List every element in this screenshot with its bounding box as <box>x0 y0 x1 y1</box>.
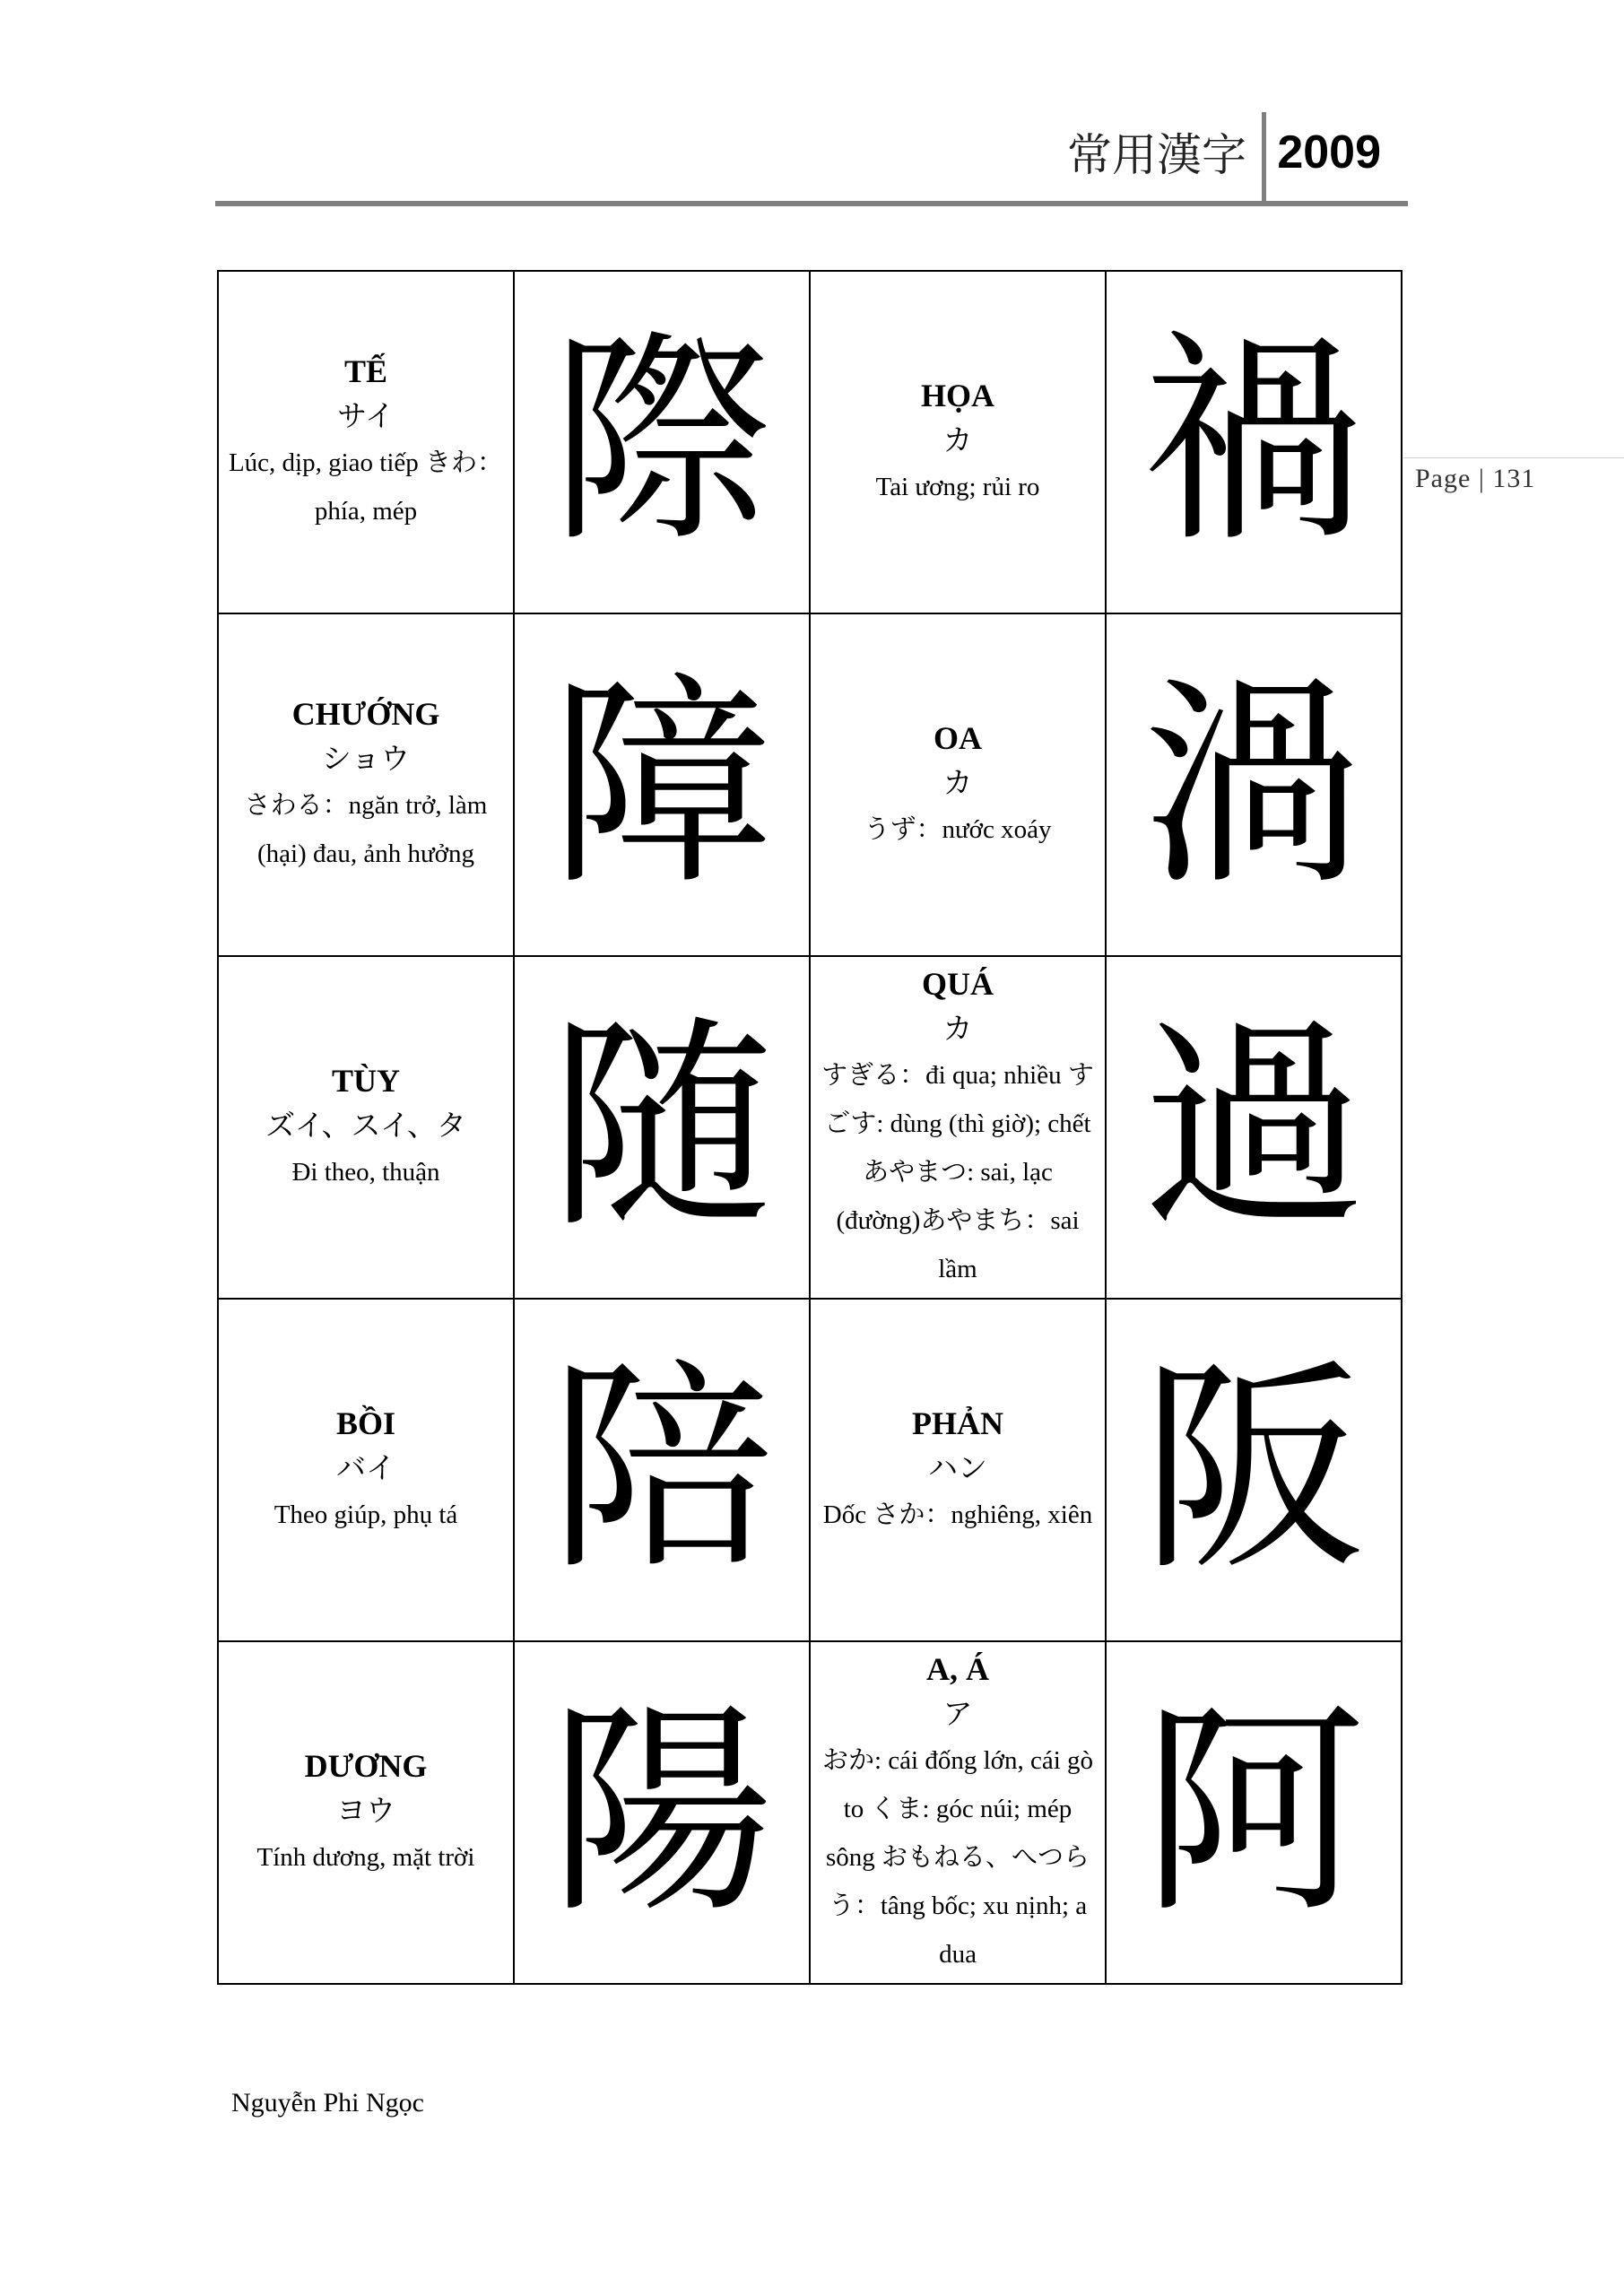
header-title: 常用漢字 <box>1067 129 1246 181</box>
han-viet-reading: TẾ <box>343 353 388 389</box>
meaning: Đi theo, thuận <box>291 1158 440 1187</box>
han-viet-reading: A, Á <box>926 1651 989 1687</box>
kanji-info-cell <box>810 271 1106 613</box>
kanji-glyph: 渦 <box>1142 654 1366 915</box>
kanji-glyph: 障 <box>550 654 774 915</box>
kanji-glyph-cell <box>514 1641 810 1984</box>
header-divider <box>1262 112 1266 202</box>
han-viet-reading: OA <box>934 720 982 756</box>
meaning: Dốc さか：nghiêng, xiên <box>822 1500 1093 1529</box>
kanji-table <box>217 270 1403 1985</box>
kanji-glyph: 随 <box>550 996 774 1257</box>
on-reading: サイ <box>337 398 395 433</box>
kanji-glyph: 禍 <box>1142 311 1366 572</box>
han-viet-reading: QUÁ <box>922 966 994 1002</box>
kanji-glyph: 過 <box>1142 996 1366 1257</box>
kanji-glyph-cell <box>1106 271 1402 613</box>
meaning: Lúc, dịp, giao tiếp きわ：phía, mép <box>228 448 504 526</box>
han-viet-reading: PHẢN <box>912 1405 1003 1441</box>
meaning: うず：nước xoáy <box>864 815 1052 844</box>
kanji-info-cell <box>218 271 514 613</box>
meaning: Tai ương; rủi ro <box>875 473 1040 501</box>
kanji-glyph-cell <box>1106 613 1402 956</box>
meaning: さわる：ngăn trở, làm (hại) đau, ảnh hưởng <box>244 791 488 868</box>
kanji-glyph-cell <box>1106 1641 1402 1984</box>
kanji-glyph: 陽 <box>550 1682 774 1943</box>
page-header <box>215 112 1408 206</box>
kanji-info-cell <box>810 613 1106 956</box>
kanji-info-cell <box>810 1641 1106 1984</box>
kanji-glyph: 際 <box>550 311 774 572</box>
han-viet-reading: BỒI <box>335 1405 396 1441</box>
on-reading: バイ <box>336 1450 395 1485</box>
kanji-info-cell <box>810 956 1106 1299</box>
on-reading: ヨウ <box>336 1793 395 1828</box>
kanji-glyph-cell <box>514 1299 810 1641</box>
table-row <box>218 956 1402 1299</box>
table-row <box>218 271 1402 613</box>
on-reading: ズイ、スイ、タ <box>265 1108 466 1143</box>
on-reading: カ <box>942 765 973 800</box>
on-reading: カ <box>942 1011 973 1046</box>
meaning: Tính dương, mặt trời <box>256 1843 475 1872</box>
kanji-info-cell <box>218 1299 514 1641</box>
han-viet-reading: TÙY <box>331 1063 400 1099</box>
han-viet-reading: CHƯỚNG <box>291 696 440 732</box>
kanji-glyph-cell <box>514 271 810 613</box>
header-rule <box>215 201 1408 206</box>
meaning: おか: cái đống lớn, cái gò to くま: góc núi; mép sông おもねる、へつらう：tâng bốc; xu nịnh; a dua <box>821 1746 1094 1969</box>
kanji-glyph: 陪 <box>550 1339 774 1600</box>
kanji-glyph-cell <box>1106 1299 1402 1641</box>
page-number-rule <box>1403 457 1624 458</box>
kanji-glyph-cell <box>514 613 810 956</box>
meaning: Theo giúp, phụ tá <box>274 1500 458 1529</box>
kanji-glyph: 阿 <box>1142 1682 1366 1943</box>
kanji-info-cell <box>218 1641 514 1984</box>
header-year: 2009 <box>1277 126 1381 178</box>
on-reading: ハン <box>928 1450 987 1485</box>
kanji-info-cell <box>218 613 514 956</box>
han-viet-reading: HỌA <box>920 378 994 413</box>
on-reading: カ <box>942 422 973 457</box>
meaning: すぎる：đi qua; nhiều すごす: dùng (thì giờ); chết あやまつ: sai, lạc (đường)あやまち：sai lầm <box>821 1061 1094 1283</box>
kanji-glyph-cell <box>514 956 810 1299</box>
on-reading: ショウ <box>321 741 411 776</box>
table-row <box>218 1299 1402 1641</box>
kanji-info-cell <box>218 956 514 1299</box>
page-number: Page | 131 <box>1415 464 1536 493</box>
table-row <box>218 1641 1402 1984</box>
table-row <box>218 613 1402 956</box>
han-viet-reading: DƯƠNG <box>304 1748 428 1784</box>
on-reading: ア <box>942 1696 973 1731</box>
kanji-glyph-cell <box>1106 956 1402 1299</box>
kanji-info-cell <box>810 1299 1106 1641</box>
author-name: Nguyễn Phi Ngọc <box>231 2088 424 2118</box>
kanji-glyph: 阪 <box>1142 1339 1366 1600</box>
